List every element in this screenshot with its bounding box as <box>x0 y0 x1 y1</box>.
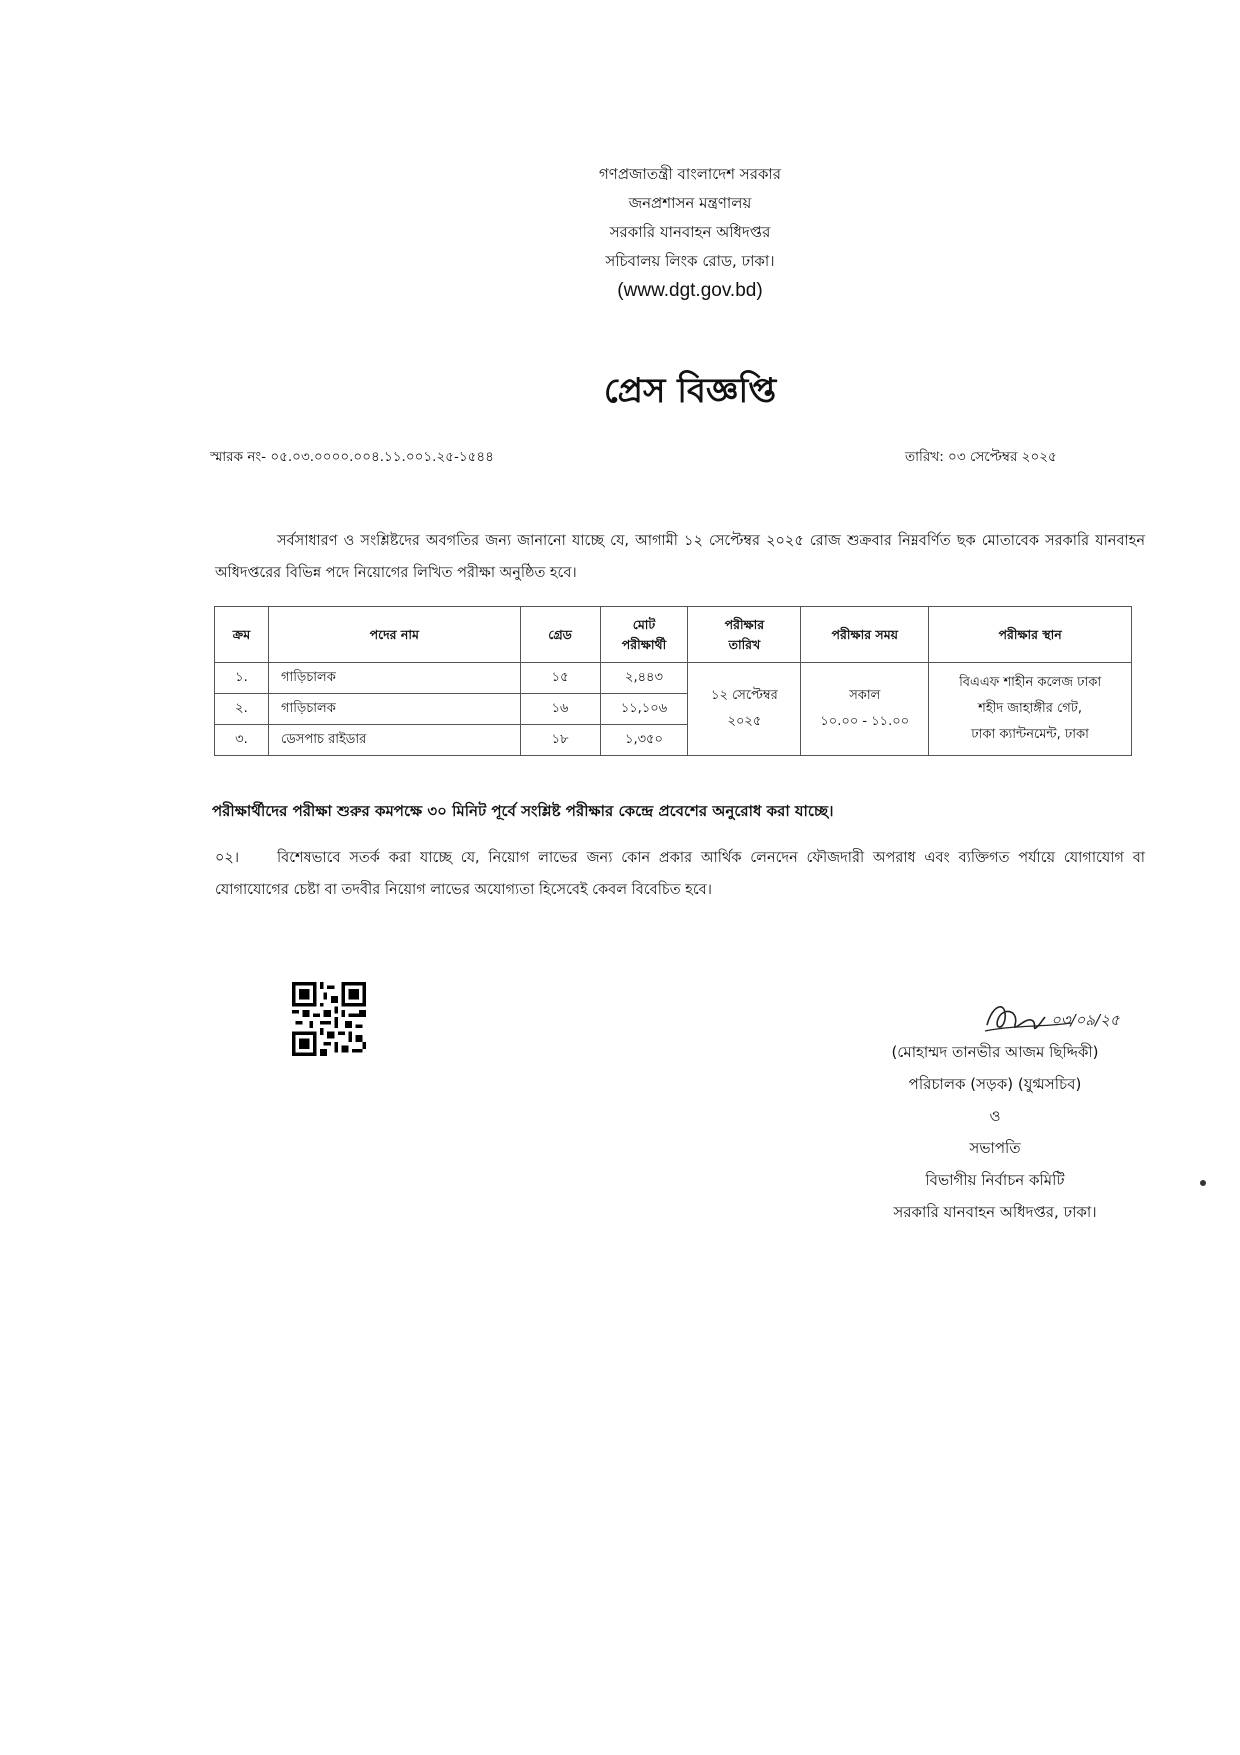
cell-serial: ২. <box>215 694 269 725</box>
scan-mark <box>1200 1180 1206 1186</box>
venue-line2: শহীদ জাহাঙ্গীর গেট, <box>978 701 1083 716</box>
conjunction: ও <box>989 1107 1001 1125</box>
reporting-time-notice: পরীক্ষার্থীদের পরীক্ষা শুরুর কমপক্ষে ৩০ মিনিট পূর্বে সংশ্লিষ্ট পরীক্ষার কেন্দ্রে প্রবেশের অনুরোধ করা যাচ্ছে। <box>212 802 834 820</box>
signature-date: ০৩/০৯/২৫ <box>1051 1011 1120 1029</box>
exam-date-line1: ১২ সেপ্টেম্বর <box>711 688 778 703</box>
website-link[interactable]: (www.dgt.gov.bd) <box>617 280 763 301</box>
signature-block <box>830 1036 1160 1228</box>
header-venue: পরীক্ষার স্থান <box>929 607 1132 663</box>
qr-code-icon <box>292 982 366 1056</box>
signatory-role: সভাপতি <box>969 1139 1021 1157</box>
cell-total: ২,৪৪৩ <box>600 663 688 694</box>
cell-total: ১,৩৫০ <box>600 725 688 756</box>
cell-total: ১১,১০৬ <box>600 694 688 725</box>
warning-paragraph <box>215 842 1145 906</box>
cell-venue <box>929 663 1132 756</box>
header-total <box>600 607 688 663</box>
header-grade: গ্রেড <box>520 607 600 663</box>
table-header-row <box>215 607 1132 663</box>
header-total-line2: পরীক্ষার্থী <box>621 636 667 652</box>
signatory-name: (মোহাম্মদ তানভীর আজম ছিদ্দিকী) <box>891 1043 1099 1061</box>
cell-serial: ৩. <box>215 725 269 756</box>
header-date <box>688 607 801 663</box>
venue-line1: বিএএফ শাহীন কলেজ ঢাকা <box>959 675 1102 690</box>
header-serial: ক্রম <box>215 607 269 663</box>
page-title: প্রেস বিজ্ঞপ্তি <box>603 371 777 411</box>
warning-text: বিশেষভাবে সতর্ক করা যাচ্ছে যে, নিয়োগ লাভের জন্য কোন প্রকার আর্থিক লেনদেন ফৌজদারী অপরাধ এবং ব্যক্তিগত পর্যায়ে যোগাযোগ বা যোগাযোগের চেষ্টা বা তদবীর নিয়োগ লাভের অযোগ্যতা হিসেবেই কেবল বিবেচিত হবে। <box>215 850 1145 898</box>
department-name: সরকারি যানবাহন অধিদপ্তর <box>609 223 771 241</box>
office-name: সরকারি যানবাহন অধিদপ্তর, ঢাকা। <box>893 1203 1097 1221</box>
memo-number: স্মারক নং- ০৫.০৩.০০০০.০০৪.১১.০০১.২৫-১৫৪৪ <box>210 449 494 465</box>
table-row <box>215 663 1132 694</box>
cell-post: গাড়িচালক <box>268 663 520 694</box>
cell-serial: ১. <box>215 663 269 694</box>
exam-date-line2: ২০২৫ <box>727 714 762 729</box>
cell-post: ডেসপাচ রাইডার <box>268 725 520 756</box>
paragraph-number: ০২। <box>215 850 240 866</box>
cell-grade: ১৮ <box>520 725 600 756</box>
intro-paragraph: সর্বসাধারণ ও সংশ্লিষ্টদের অবগতির জন্য জানানো যাচ্ছে যে, আগামী ১২ সেপ্টেম্বর ২০২৫ রোজ শুক্রবার নিম্নবর্ণিত ছক মোতাবেক সরকারি যানবাহন অধিদপ্তরের বিভিন্ন পদে নিয়োগের লিখিত পরীক্ষা অনুষ্ঠিত হবে। <box>215 533 1145 581</box>
cell-grade: ১৬ <box>520 694 600 725</box>
cell-grade: ১৫ <box>520 663 600 694</box>
exam-time-line1: সকাল <box>849 688 881 703</box>
issue-date: তারিখ: ০৩ সেপ্টেম্বর ২০২৫ <box>905 449 1057 465</box>
office-address: সচিবালয় লিংক রোড, ঢাকা। <box>605 252 775 270</box>
cell-exam-time <box>801 663 929 756</box>
exam-schedule-table <box>214 606 1132 756</box>
signatory-designation: পরিচালক (সড়ক) (যুগ্মসচিব) <box>908 1075 1082 1093</box>
cell-exam-date <box>688 663 801 756</box>
header-time: পরীক্ষার সময় <box>801 607 929 663</box>
venue-line3: ঢাকা ক্যান্টনমেন্ট, ঢাকা <box>971 727 1089 742</box>
committee-name: বিভাগীয় নির্বাচন কমিটি <box>925 1171 1065 1189</box>
ministry-name: জনপ্রশাসন মন্ত্রণালয় <box>628 194 752 212</box>
cell-post: গাড়িচালক <box>268 694 520 725</box>
govt-name: গণপ্রজাতন্ত্রী বাংলাদেশ সরকার <box>598 165 782 183</box>
header-date-line2: তারিখ <box>728 636 761 652</box>
header-total-line1: মোট <box>632 616 656 632</box>
letterhead <box>540 160 840 305</box>
exam-time-line2: ১০.০০ - ১১.০০ <box>820 714 910 729</box>
header-post: পদের নাম <box>268 607 520 663</box>
header-date-line1: পরীক্ষার <box>724 616 765 632</box>
